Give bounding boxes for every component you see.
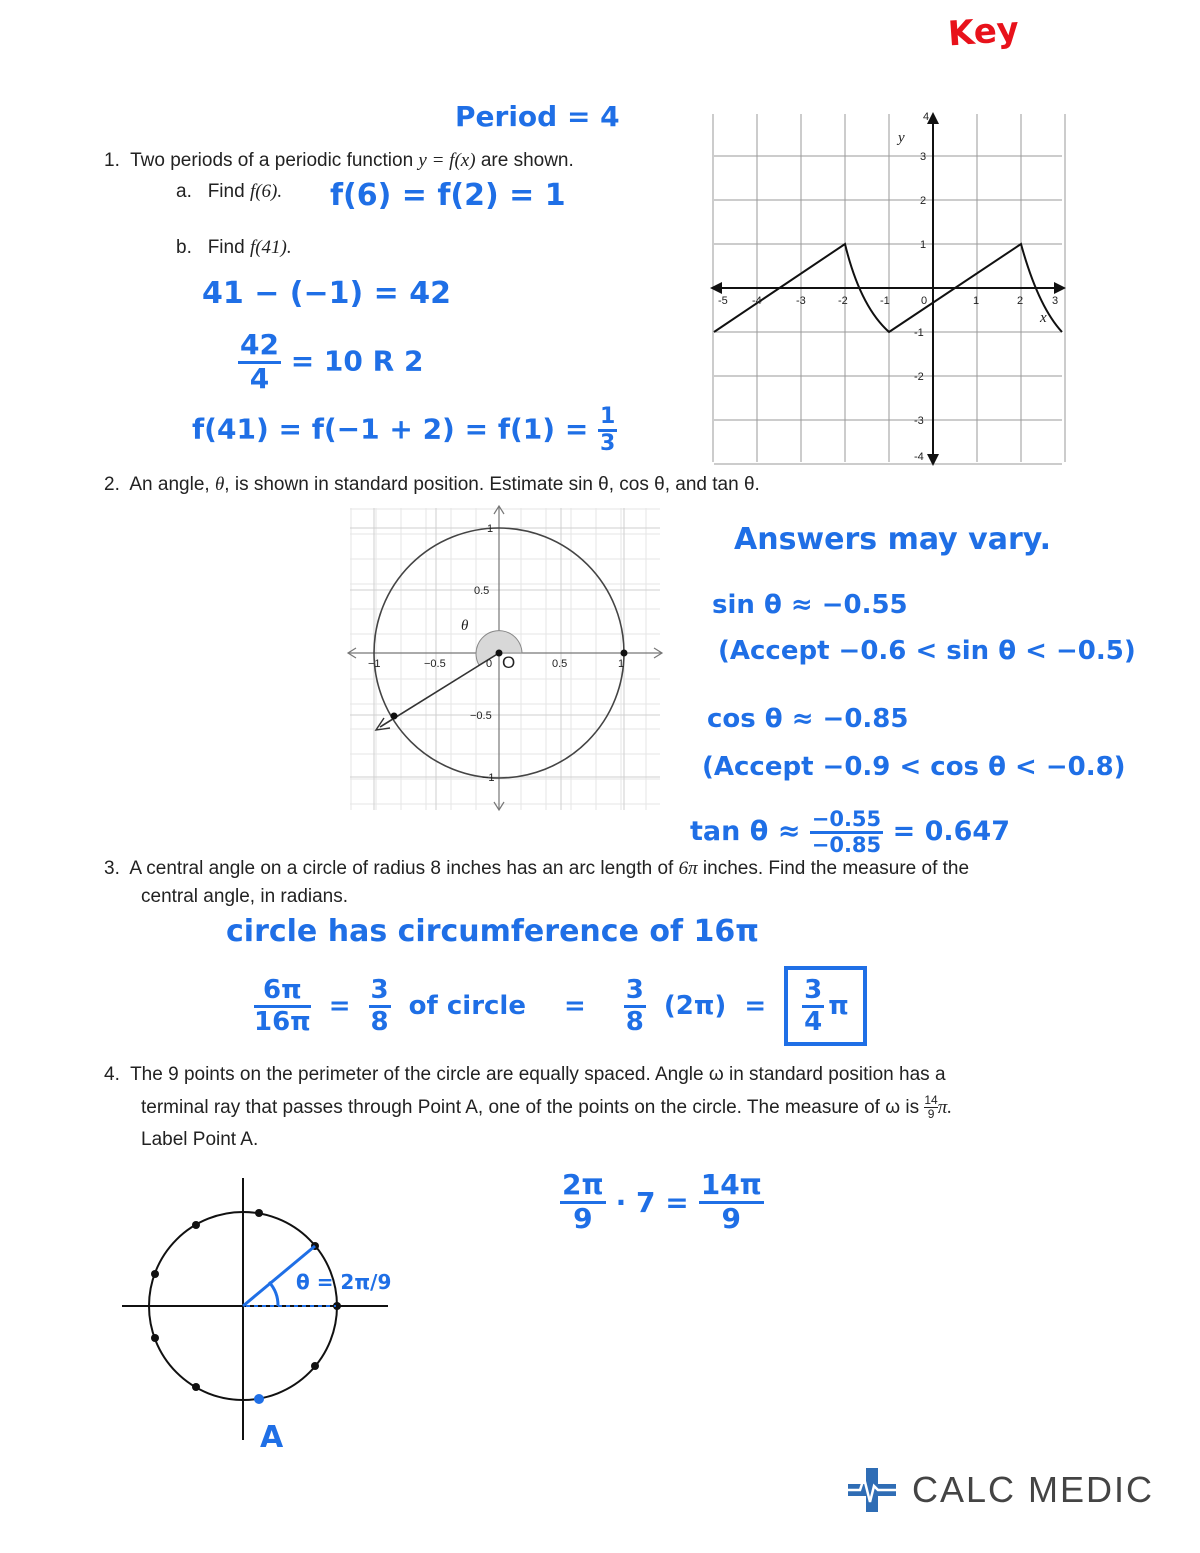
q4-prompt-line2-text: terminal ray that passes through Point A, one of the points on the circle. The measure of ω is	[141, 1097, 925, 1118]
q1-prompt-func: y = f(x)	[418, 150, 476, 171]
q4-point-8	[311, 1362, 319, 1370]
q3-eq2: =	[563, 991, 586, 1022]
q1-x-tick-neg2: -2	[838, 295, 848, 307]
q1-y-tick-3: 3	[920, 151, 927, 163]
q4-prompt-fraction	[924, 1094, 937, 1121]
q2-prompt-theta: θ	[214, 474, 225, 495]
q4-point-6	[192, 1383, 200, 1391]
q3-frac3-den: 8	[625, 1006, 644, 1037]
q1-b-fraction-num: 42	[238, 330, 281, 364]
q1-part-a	[176, 178, 282, 206]
q2-handwritten-cos: cos θ ≈ −0.85	[707, 704, 909, 734]
q1-b-step3-fraction	[598, 405, 617, 456]
calc-medic-logo-icon	[846, 1466, 898, 1514]
q1-handwritten-b-step2	[238, 330, 423, 395]
q1-part-a-label: a.	[176, 181, 192, 202]
q3-boxed-answer	[784, 966, 867, 1046]
q1-x-tick-1: 1	[973, 295, 980, 307]
q1-b-step2-rest: = 10 R 2	[290, 344, 424, 378]
q4-frac1-num: 2π	[560, 1170, 606, 1204]
q2-prompt	[104, 471, 760, 499]
q4-handwritten-work	[560, 1170, 764, 1235]
q4-prompt-line3: Label Point A.	[141, 1129, 259, 1150]
q3-frac2-den: 8	[370, 1006, 389, 1037]
q3-answer-num: 3	[802, 976, 824, 1008]
q2-handwritten-tan	[690, 808, 1010, 857]
q1-handwritten-b-step1: 41 − (−1) = 42	[202, 276, 451, 311]
q3-of-circle: of circle	[408, 991, 526, 1022]
q2-intersection-point	[391, 713, 398, 720]
q1-x-tick-0: 0	[921, 295, 928, 307]
q1-prompt-text-b: are shown.	[475, 150, 574, 171]
q2-y-tick-neg05: −0.5	[470, 710, 492, 722]
q1-x-tick-2: 2	[1017, 295, 1024, 307]
q2-handwritten-sin: sin θ ≈ −0.55	[712, 590, 908, 620]
q1-y-tick-1: 1	[920, 239, 927, 251]
q3-frac3	[624, 976, 646, 1036]
q4-frac1	[560, 1170, 606, 1235]
q1-prompt	[104, 147, 574, 175]
q3-two-pi: (2π)	[663, 991, 727, 1022]
q1-x-axis-label: x	[1040, 310, 1047, 326]
q4-prompt-frac-den: 9	[927, 1107, 935, 1122]
q1-y-tick-4: 4	[923, 111, 930, 123]
q3-prompt-a: A central angle on a circle of radius 8 inches has an arc length of	[129, 858, 679, 879]
q2-theta-label: θ	[461, 618, 469, 634]
q3-handwritten-circumference: circle has circumference of 16π	[226, 914, 759, 949]
q1-y-axis-label: y	[898, 130, 905, 146]
q1-b-step3-text: f(41) = f(−1 + 2) = f(1) =	[192, 412, 599, 446]
q2-number: 2.	[104, 474, 120, 495]
q1-part-b-label: b.	[176, 237, 192, 258]
q3-number: 3.	[104, 858, 120, 879]
q4-point-4	[151, 1270, 159, 1278]
q3-frac1-num: 6π	[254, 976, 311, 1008]
q1-x-tick-3: 3	[1052, 295, 1059, 307]
q2-x-tick-neg05: −0.5	[424, 658, 446, 670]
q2-tan-den: −0.85	[811, 833, 882, 858]
q2-origin-label: O	[502, 653, 516, 672]
q4-point-5	[151, 1334, 159, 1342]
q4-prompt-line1-text: The 9 points on the perimeter of the circle are equally spaced. Angle ω in standard position has a	[130, 1064, 946, 1085]
q2-point-1-0	[621, 650, 628, 657]
q1-x-tick-neg5: -5	[718, 295, 728, 307]
q3-handwritten-work	[254, 966, 867, 1046]
q3-prompt-b: inches. Find the measure of the	[697, 858, 970, 879]
q4-frac2-den: 9	[721, 1201, 742, 1235]
q4-point-2	[255, 1209, 263, 1217]
q4-frac2-num: 14π	[699, 1170, 764, 1204]
q1-part-a-text: Find	[207, 181, 250, 202]
q1-y-tick-neg2: -2	[914, 371, 924, 383]
calc-medic-brand-text: CALC MEDIC	[912, 1469, 1155, 1510]
q2-tan-fraction	[810, 808, 883, 857]
q1-handwritten-period: Period = 4	[455, 100, 620, 133]
q3-prompt-line2: central angle, in radians.	[141, 886, 349, 907]
q4-handwritten-theta: θ = 2π/9	[296, 1270, 392, 1294]
q2-prompt-cos: cos θ	[619, 474, 665, 495]
q2-prompt-d: , and	[664, 474, 713, 495]
q2-x-tick-0: 0	[486, 658, 493, 670]
q2-prompt-e: .	[754, 474, 760, 495]
q1-prompt-text-a: Two periods of a periodic function	[130, 150, 419, 171]
q1-number: 1.	[104, 150, 120, 171]
q1-y-tick-neg3: -3	[914, 415, 924, 427]
q2-prompt-sin: sin θ	[568, 474, 609, 495]
q4-frac1-den: 9	[573, 1201, 593, 1235]
q4-prompt-pi: π.	[937, 1097, 952, 1118]
q1-x-tick-neg1: -1	[880, 295, 890, 307]
q3-frac1	[254, 976, 311, 1036]
q2-handwritten-sin-accept: (Accept −0.6 < sin θ < −0.5)	[718, 636, 1136, 666]
q1-graph-axes	[710, 112, 1066, 466]
q2-tan-rhs: = 0.647	[892, 816, 1010, 848]
q2-handwritten-cos-accept: (Accept −0.9 < cos θ < −0.8)	[702, 752, 1126, 782]
q1-x-arrow-left	[710, 282, 722, 294]
q1-y-tick-neg1: -1	[914, 327, 924, 339]
q1-x-tick-neg3: -3	[796, 295, 806, 307]
answer-key-label: Key	[946, 9, 1021, 55]
q4-nine-point-circle	[118, 1170, 398, 1450]
q2-y-tick-neg1: −1	[482, 772, 495, 784]
q4-prompt-line2	[141, 1094, 952, 1122]
q2-x-tick-1: 1	[618, 658, 625, 670]
q2-prompt-b: , is shown in standard position. Estimate	[224, 474, 569, 495]
q2-tan-lhs: tan θ ≈	[690, 816, 801, 848]
q4-handwritten-arc	[269, 1282, 278, 1306]
q1-x-tick-neg4: -4	[752, 295, 762, 307]
q3-prompt-arc: 6π	[678, 858, 698, 879]
q1-handwritten-b-step3	[192, 405, 617, 456]
q1-b-step3-num: 1	[598, 405, 617, 432]
q1-part-b-text: Find	[207, 237, 250, 258]
q3-frac1-den: 16π	[254, 1006, 311, 1037]
q1-b-step3-den: 3	[600, 431, 616, 457]
q1-x-arrow-right	[1054, 282, 1066, 294]
q2-ray-arrow	[376, 718, 390, 730]
q2-y-tick-1: 1	[487, 523, 494, 535]
q3-eq1: =	[328, 991, 351, 1022]
q1-b-fraction-den: 4	[249, 361, 270, 395]
q1-part-a-expr: f(6).	[249, 181, 283, 202]
q1-y-tick-2: 2	[920, 195, 927, 207]
q1-y-tick-neg4: -4	[914, 451, 924, 463]
q4-prompt-line1	[104, 1061, 946, 1089]
q4-frac2	[699, 1170, 764, 1235]
q4-number: 4.	[104, 1064, 120, 1085]
q3-frac3-num: 3	[624, 976, 646, 1008]
q2-x-tick-neg1: −1	[368, 658, 381, 670]
q1-part-b-expr: f(41).	[249, 237, 292, 258]
q3-answer-den: 4	[804, 1006, 823, 1037]
q2-prompt-a: An angle,	[129, 474, 215, 495]
q3-prompt	[104, 855, 1114, 883]
q2-handwritten-answers-vary: Answers may vary.	[734, 522, 1051, 557]
q2-y-tick-05: 0.5	[474, 585, 490, 597]
q2-tan-num: −0.55	[810, 808, 883, 834]
q2-x-tick-05: 0.5	[552, 658, 568, 670]
q4-prompt-frac-num: 14	[924, 1093, 938, 1108]
q2-prompt-c: ,	[608, 474, 620, 495]
q3-frac2	[369, 976, 391, 1036]
q3-answer-frac	[802, 976, 824, 1036]
q2-prompt-tan: tan θ	[712, 474, 755, 495]
q3-answer-pi: π	[828, 991, 849, 1022]
q1-handwritten-part-a: f(6) = f(2) = 1	[330, 178, 566, 213]
q3-eq3: =	[744, 991, 767, 1022]
q1-periodic-graph	[710, 110, 1070, 470]
q4-times-seven: · 7 =	[615, 1185, 689, 1219]
q4-point-3	[192, 1221, 200, 1229]
q4-point-a-marked	[254, 1394, 264, 1404]
q4-handwritten-point-a: A	[260, 1420, 284, 1455]
q2-unit-circle-figure	[346, 504, 664, 814]
q1-part-b	[176, 234, 292, 262]
q3-frac2-num: 3	[369, 976, 391, 1008]
q1-b-fraction	[238, 330, 281, 395]
calc-medic-logo	[846, 1466, 1154, 1514]
